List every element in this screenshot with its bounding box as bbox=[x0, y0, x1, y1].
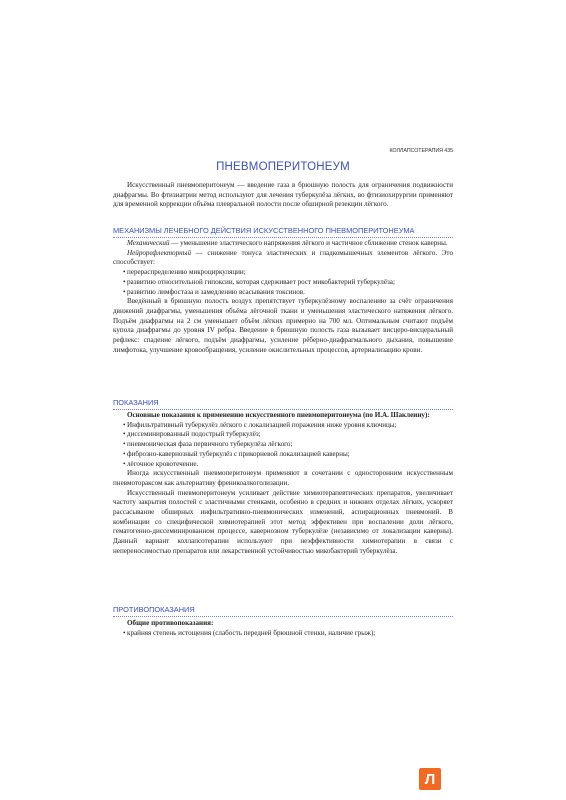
intro-text: Искусственный пневмоперитонеум — введение газа в брюшную полость для ограничения подвижности диафрагмы. Во фтизиатрии метод используют для лечения туберкулёза лёгких, во фтизиохирургии применяют для временной коррекции объёма плевральной полости после обширной резекции лёгкого. bbox=[113, 181, 453, 209]
mechanisms-paragraph: Введённый в брюшную полость воздух препятствует туберкулёзному воспалению за счёт ограничения движений диафрагмы, уменьшения объёма лёгочной ткани и уменьшения эластического натяжения лёгкого. Подъём диафрагмы на 2 см уменьшает объём лёгких примерно на 700 мл. Оптимальным считают подъём купола диафрагмы до уровня IV ребра. Введение в брюшную полость газа вызывает висцеро-висцеральный рефлекс: спадение лёгкого, подъём диафрагмы, усиление рёберно-диафрагмального дыхания, повышение лимфотока, улучшение кровообращения, усиление окислительных процессов, артериализацию крови. bbox=[113, 297, 453, 354]
list-item: • диссеминированный подострый туберкулёз; bbox=[123, 430, 261, 439]
mechanical-term: Механический bbox=[127, 239, 170, 247]
neuro-paragraph bbox=[113, 249, 453, 268]
list-item: • Инфильтративный туберкулёз лёгкого с локализацией поражения ниже уровня ключицы; bbox=[123, 420, 397, 429]
list-item: • пневмоническая фаза первичного туберкулёза лёгкого; bbox=[123, 440, 293, 449]
neuro-term: Нейрорефлекторный bbox=[127, 248, 192, 257]
section-heading-contraindications: ПРОТИВОПОКАЗАНИЯ bbox=[113, 605, 195, 614]
contraindications-block bbox=[113, 619, 453, 638]
logo-letter: Л bbox=[424, 770, 436, 788]
intro-paragraph bbox=[113, 181, 453, 210]
indications-paragraph-1: Иногда искусственный пневмоперитонеум применяют в сочетании с односторонним искусственным пневмотораксом как альтернативу френикоалкоголизации. bbox=[113, 469, 453, 487]
neuro-text: — снижение тонуса эластических и гладкомышечных элементов лёгкого. Это способствует: bbox=[113, 248, 453, 267]
indications-list bbox=[113, 421, 453, 470]
heading-rule bbox=[113, 616, 453, 617]
list-item: • перераспределению микроциркуляции; bbox=[123, 268, 246, 277]
page-title: ПНЕВМОПЕРИТОНЕУМ bbox=[216, 161, 350, 173]
list-item: • развитию относительной гипоксии, которая сдерживает рост микобактерий туберкулёза; bbox=[123, 277, 395, 286]
mechanisms-list bbox=[113, 268, 453, 297]
heading-rule bbox=[113, 237, 453, 238]
list-item: • фиброзно-кавернозный туберкулёз с прикорневой локализацией каверны; bbox=[123, 449, 350, 458]
heading-rule bbox=[113, 409, 453, 410]
running-head: КОЛЛАПСОТЕРАПИЯ 435 bbox=[389, 148, 453, 154]
publisher-logo[interactable] bbox=[419, 768, 441, 790]
list-item: • крайняя степень истощения (слабость передней брюшной стенки, наличие грыж); bbox=[123, 628, 376, 637]
mechanical-text: — уменьшение эластического напряжения лёгкого и частичное сближение стенок каверны. bbox=[169, 239, 448, 247]
section-heading-mechanisms: МЕХАНИЗМЫ ЛЕЧЕБНОГО ДЕЙСТВИЯ ИСКУССТВЕННОГО ПНЕВМОПЕРИТОНЕУМА bbox=[113, 226, 415, 235]
list-item: • лёгочное кровотечение. bbox=[123, 459, 199, 468]
mechanical-paragraph bbox=[113, 239, 453, 249]
contraindications-lead: Общие противопоказания: bbox=[127, 619, 214, 627]
indications-paragraph-2: Искусственный пневмоперитонеум усиливает действие химиотерапевтических препаратов, увеличивает частоту закрытия полостей с эластичными стенками, особенно в средних и нижних отделах лёгких, ускоряет рассасывание обширных инфильтративно-пневмонических изменений, аспирационных пневмоний. В комбинации со специфической химиотерапией этот метод эффективен при воспалении доли лёгкого, гематогенно-диссеминированном процессе, кавернозном туберкулёзе (независимо от локализации каверны). Данный вариант коллапсотерапии используют при неэффективности химиотерапии в связи с непереносимостью препаратов или лекарственной устойчивостью микобактерий туберкулёза. bbox=[113, 488, 453, 555]
contraindications-list bbox=[113, 629, 453, 639]
list-item: • развитию лимфостаза и замедлению всасывания токсинов. bbox=[123, 287, 305, 296]
indications-lead: Основные показания к применению искусственного пневмоперитонеума (по И.А. Шаклеину): bbox=[127, 411, 430, 419]
mechanisms-block bbox=[113, 239, 453, 355]
indications-block bbox=[113, 411, 453, 557]
section-heading-indications: ПОКАЗАНИЯ bbox=[113, 398, 159, 407]
